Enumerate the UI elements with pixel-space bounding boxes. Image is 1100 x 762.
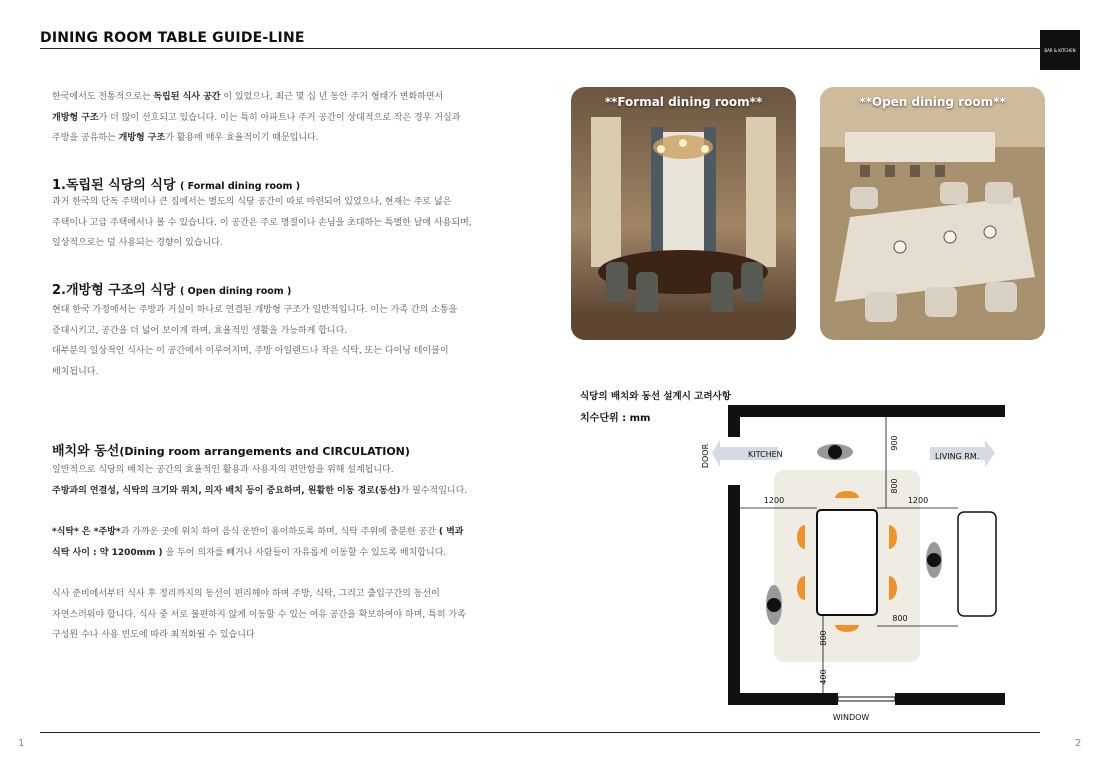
kitchen-label: KITCHEN bbox=[748, 450, 783, 459]
window-label: WINDOW bbox=[832, 713, 870, 722]
text: 가 활용에 매우 효율적이기 때문입니다. bbox=[165, 133, 319, 143]
dim-800-right: 800 bbox=[892, 614, 908, 623]
section-3-paragraph-2 bbox=[52, 522, 527, 563]
wall-top bbox=[728, 405, 1005, 417]
sideboard bbox=[958, 512, 996, 616]
intro-line-1 bbox=[52, 87, 527, 108]
text: 과 가까운 곳에 위치 하여 음식 운반이 용이하도록 하며, 식탁 주위에 충분한 공간 bbox=[120, 527, 439, 537]
text: 가 필수적입니다. bbox=[400, 485, 468, 496]
formal-dining-photo bbox=[571, 87, 796, 340]
para-line: 과거 한국의 단독 주택이나 큰 집에서는 별도의 식당 공간이 따로 마련되어 있었으나, 현재는 주로 넓은 bbox=[52, 197, 452, 207]
section-2-heading bbox=[52, 279, 291, 298]
intro-line-2 bbox=[52, 108, 527, 129]
open-dining-illustration bbox=[820, 87, 1045, 340]
section-3-heading bbox=[52, 440, 410, 459]
para-line: 현대 한국 가정에서는 주방과 거실이 하나로 연결된 개방형 구조가 일반적입니다. 이는 가족 간의 소통을 bbox=[52, 305, 458, 315]
heading-en: ( Open dining room ) bbox=[180, 286, 292, 297]
window bbox=[838, 697, 895, 701]
open-dining-photo bbox=[820, 87, 1045, 340]
para-line: 자연스러워야 합니다. 식사 중 서로 불편하지 않게 이동할 수 있는 여유 공간을 확보하여야 하며, 특히 가족 bbox=[52, 609, 466, 620]
section-1-paragraph bbox=[52, 192, 527, 254]
person-top bbox=[817, 444, 853, 460]
dining-floor-plan bbox=[690, 400, 1020, 730]
dim-800-bottom: 800 bbox=[819, 630, 828, 646]
heading-text: 1.독립된 식당의 식당 bbox=[52, 178, 176, 193]
person-left bbox=[766, 585, 782, 625]
para-line: 일반적으로 식당의 배치는 공간의 효율적인 활용과 사용자의 편안함을 위해 설계됩니다. bbox=[52, 465, 394, 475]
section-1-heading bbox=[52, 174, 300, 193]
para-line bbox=[52, 481, 527, 502]
open-photo-caption: **Open dining room** bbox=[859, 95, 1006, 109]
text: 이 있었으나, 최근 몇 십 년 동안 주거 형태가 변화하면서 bbox=[220, 92, 444, 102]
para-line: 증대시키고, 공간을 더 넓어 보이게 하며, 효율적인 생활을 가능하게 합니다. bbox=[52, 325, 348, 336]
dining-table bbox=[817, 510, 877, 615]
dim-1200-right: 1200 bbox=[907, 496, 929, 505]
page-number-left: 1 bbox=[18, 738, 25, 749]
wall-bottom-right bbox=[895, 693, 1005, 705]
heading-text: 2.개방형 구조의 식당 bbox=[52, 283, 176, 298]
text: 을 두어 의자를 빼거나 사람들이 자유롭게 이동할 수 있도록 배치합니다. bbox=[162, 547, 447, 558]
emphasis: 개방형 구조 bbox=[118, 133, 166, 143]
emphasis: ( 벽과 bbox=[438, 527, 464, 537]
intro-paragraph bbox=[52, 87, 527, 149]
heading-text: 배치와 동선 bbox=[52, 444, 120, 459]
dim-400: 400 bbox=[819, 669, 828, 685]
wall-bottom-left bbox=[728, 693, 838, 705]
dim-800-top: 800 bbox=[890, 478, 899, 494]
para-line: 대부분의 일상적인 식사는 이 공간에서 이루어지며, 주방 아일랜드나 작은 식탁, 또는 다이닝 테이블이 bbox=[52, 346, 449, 356]
door-label: DOOR bbox=[701, 443, 710, 469]
emphasis: 식탁 사이 : 약 1200mm ) bbox=[52, 547, 163, 558]
formal-photo-caption: **Formal dining room** bbox=[604, 95, 763, 109]
text: 가 더 많이 선호되고 있습니다. 이는 특히 아파트나 주거 공간이 상대적으로 작은 경우 거실과 bbox=[98, 112, 461, 123]
para-line bbox=[52, 522, 527, 543]
header-divider bbox=[40, 48, 1040, 49]
wall-left-upper bbox=[728, 405, 740, 437]
text: 한국에서도 전통적으로는 bbox=[52, 92, 154, 102]
para-line: 구성원 수나 사용 빈도에 따라 최적화될 수 있습니다 bbox=[52, 630, 255, 640]
heading-en: (Dining room arrangements and CIRCULATION) bbox=[119, 445, 410, 458]
dim-900: 900 bbox=[890, 435, 899, 451]
emphasis: 독립된 식사 공간 bbox=[153, 92, 221, 102]
person-right bbox=[926, 542, 942, 578]
logo-text: BAR & KITCHEN bbox=[1044, 47, 1076, 53]
diagram-unit: 치수단위 : mm bbox=[580, 413, 651, 424]
footer-divider bbox=[40, 732, 1040, 733]
dim-1200-left: 1200 bbox=[763, 496, 785, 505]
para-line: 식사 준비에서부터 식사 후 정리까지의 동선이 편리해야 하며 주방, 식탁, 그리고 출입구간의 동선이 bbox=[52, 589, 440, 599]
section-2-paragraph bbox=[52, 300, 527, 382]
para-line: 일상적으로는 덜 사용되는 경향이 있습니다. bbox=[52, 238, 223, 248]
section-3-paragraph-3 bbox=[52, 584, 527, 646]
para-line: 배치됩니다. bbox=[52, 366, 99, 377]
living-label: LIVING RM. bbox=[935, 452, 980, 461]
para-line bbox=[52, 543, 527, 564]
heading-en: ( Formal dining room ) bbox=[180, 181, 301, 192]
page-number-right: 2 bbox=[1075, 738, 1082, 749]
para-line: 주택이나 고급 주택에서나 볼 수 있습니다. 이 공간은 주로 명절이나 손님을 초대하는 특별한 날에 사용되며, bbox=[52, 217, 472, 228]
emphasis: *식탁* 은 *주방* bbox=[52, 527, 121, 537]
text: 주방을 공유하는 bbox=[52, 133, 119, 143]
section-3-paragraph bbox=[52, 460, 527, 501]
page-title: DINING ROOM TABLE GUIDE-LINE bbox=[40, 30, 305, 46]
intro-line-3 bbox=[52, 128, 527, 149]
emphasis: 개방형 구조 bbox=[52, 112, 99, 123]
diagram-title: 식당의 배치와 동선 설계시 고려사항 bbox=[580, 391, 731, 402]
formal-dining-illustration bbox=[571, 87, 796, 340]
wall-left bbox=[728, 485, 740, 705]
brand-logo bbox=[1040, 30, 1080, 70]
emphasis: 주방과의 연결성, 식탁의 크기와 위치, 의자 배치 등이 중요하며, 원활한 이동 경로(동선) bbox=[52, 485, 401, 496]
